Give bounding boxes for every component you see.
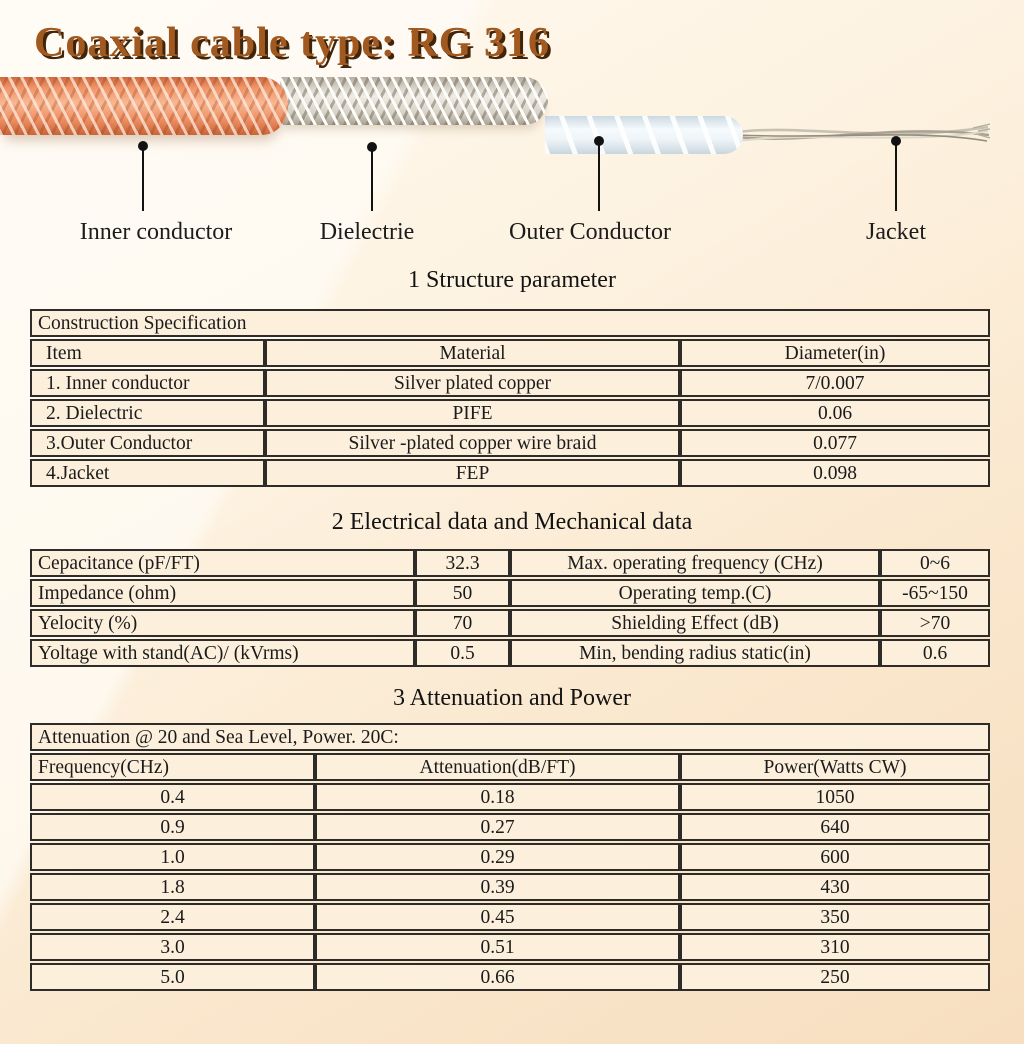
table-cell: 250 xyxy=(680,963,990,991)
cable-jacket-segment xyxy=(0,77,288,135)
table-cell: 0.45 xyxy=(315,903,680,931)
column-header-item: Item xyxy=(30,339,265,367)
table-cell: 0.9 xyxy=(30,813,315,841)
table-cell: Min, bending radius static(in) xyxy=(510,639,880,667)
cable-label-inner-conductor: Inner conductor xyxy=(79,219,233,246)
table-cell: 0.27 xyxy=(315,813,680,841)
table-cell: 600 xyxy=(680,843,990,871)
column-header-diameter: Diameter(in) xyxy=(680,339,990,367)
table-cell: PIFE xyxy=(265,399,680,427)
table-cell: 0.5 xyxy=(415,639,510,667)
table-row xyxy=(30,549,990,577)
column-header-frequency: Frequency(CHz) xyxy=(30,753,315,781)
table-cell: Max. operating frequency (CHz) xyxy=(510,549,880,577)
callout-line-outer-conductor xyxy=(598,141,600,211)
table-row xyxy=(30,843,990,871)
table-cell: 0.4 xyxy=(30,783,315,811)
table-cell: 1.8 xyxy=(30,873,315,901)
table-row xyxy=(30,429,990,457)
table-cell: 2.4 xyxy=(30,903,315,931)
page-title: Coaxial cable type: RG 316 xyxy=(34,20,550,66)
callout-line-inner-conductor xyxy=(142,146,144,211)
table-row xyxy=(30,963,990,991)
table-row xyxy=(30,609,990,637)
table-cell: Silver plated copper xyxy=(265,369,680,397)
table-cell: 1. Inner conductor xyxy=(30,369,265,397)
table-row xyxy=(30,459,990,487)
table-cell: Silver -plated copper wire braid xyxy=(265,429,680,457)
table-caption-row xyxy=(30,309,990,337)
table-cell: 3.0 xyxy=(30,933,315,961)
table-cell: 50 xyxy=(415,579,510,607)
callout-dot xyxy=(594,136,604,146)
table-cell: -65~150 xyxy=(880,579,990,607)
table-cell: 640 xyxy=(680,813,990,841)
table-row xyxy=(30,399,990,427)
column-header-material: Material xyxy=(265,339,680,367)
table-cell: FEP xyxy=(265,459,680,487)
table-row xyxy=(30,903,990,931)
table-cell: 0.66 xyxy=(315,963,680,991)
table-cell: 0.077 xyxy=(680,429,990,457)
cable-label-dielectric: Dielectrie xyxy=(319,219,415,246)
table-cell: 0.18 xyxy=(315,783,680,811)
table-caption: Attenuation @ 20 and Sea Level, Power. 20C: xyxy=(30,723,990,751)
callout-line-jacket xyxy=(895,141,897,211)
table-cell: 1050 xyxy=(680,783,990,811)
table-cell: >70 xyxy=(880,609,990,637)
electrical-table xyxy=(30,547,990,669)
table-cell: 4.Jacket xyxy=(30,459,265,487)
table-cell: 310 xyxy=(680,933,990,961)
table-row xyxy=(30,933,990,961)
table-cell: 7/0.007 xyxy=(680,369,990,397)
callout-line-dielectric xyxy=(371,147,373,211)
table-caption: Construction Specification xyxy=(30,309,990,337)
table-cell: 0.29 xyxy=(315,843,680,871)
table-caption-row xyxy=(30,723,990,751)
table-cell: 350 xyxy=(680,903,990,931)
table-row xyxy=(30,873,990,901)
table-cell: 0.51 xyxy=(315,933,680,961)
structure-table xyxy=(30,307,990,489)
table-cell: Cepacitance (pF/FT) xyxy=(30,549,415,577)
table-cell: 1.0 xyxy=(30,843,315,871)
callout-dot xyxy=(891,136,901,146)
callout-dot xyxy=(367,142,377,152)
table-row xyxy=(30,369,990,397)
column-header-attenuation: Attenuation(dB/FT) xyxy=(315,753,680,781)
cable-figure xyxy=(0,77,1024,251)
cable-inner-wires xyxy=(738,119,990,151)
cable-braid-segment xyxy=(280,77,548,125)
table-header-row xyxy=(30,339,990,367)
table-cell: 32.3 xyxy=(415,549,510,577)
table-cell: 5.0 xyxy=(30,963,315,991)
table-cell: Yelocity (%) xyxy=(30,609,415,637)
section-heading-electrical: 2 Electrical data and Mechanical data xyxy=(331,509,693,536)
cable-label-jacket: Jacket xyxy=(866,219,926,246)
section-heading-attenuation: 3 Attenuation and Power xyxy=(393,685,631,712)
table-cell: 430 xyxy=(680,873,990,901)
table-cell: 3.Outer Conductor xyxy=(30,429,265,457)
table-cell: 70 xyxy=(415,609,510,637)
table-cell: 0.06 xyxy=(680,399,990,427)
section-heading-structure: 1 Structure parameter xyxy=(408,267,616,294)
table-cell: Shielding Effect (dB) xyxy=(510,609,880,637)
table-cell: 0.098 xyxy=(680,459,990,487)
table-cell: Impedance (ohm) xyxy=(30,579,415,607)
table-row xyxy=(30,783,990,811)
cable-dielectric-segment xyxy=(545,116,743,154)
column-header-power: Power(Watts CW) xyxy=(680,753,990,781)
callout-dot xyxy=(138,141,148,151)
attenuation-table xyxy=(30,721,990,993)
table-row xyxy=(30,639,990,667)
table-row xyxy=(30,579,990,607)
table-cell: Operating temp.(C) xyxy=(510,579,880,607)
table-cell: Yoltage with stand(AC)/ (kVrms) xyxy=(30,639,415,667)
table-cell: 2. Dielectric xyxy=(30,399,265,427)
table-cell: 0.39 xyxy=(315,873,680,901)
table-row xyxy=(30,813,990,841)
table-header-row xyxy=(30,753,990,781)
table-cell: 0~6 xyxy=(880,549,990,577)
cable-label-outer-conductor: Outer Conductor xyxy=(509,219,671,246)
table-cell: 0.6 xyxy=(880,639,990,667)
